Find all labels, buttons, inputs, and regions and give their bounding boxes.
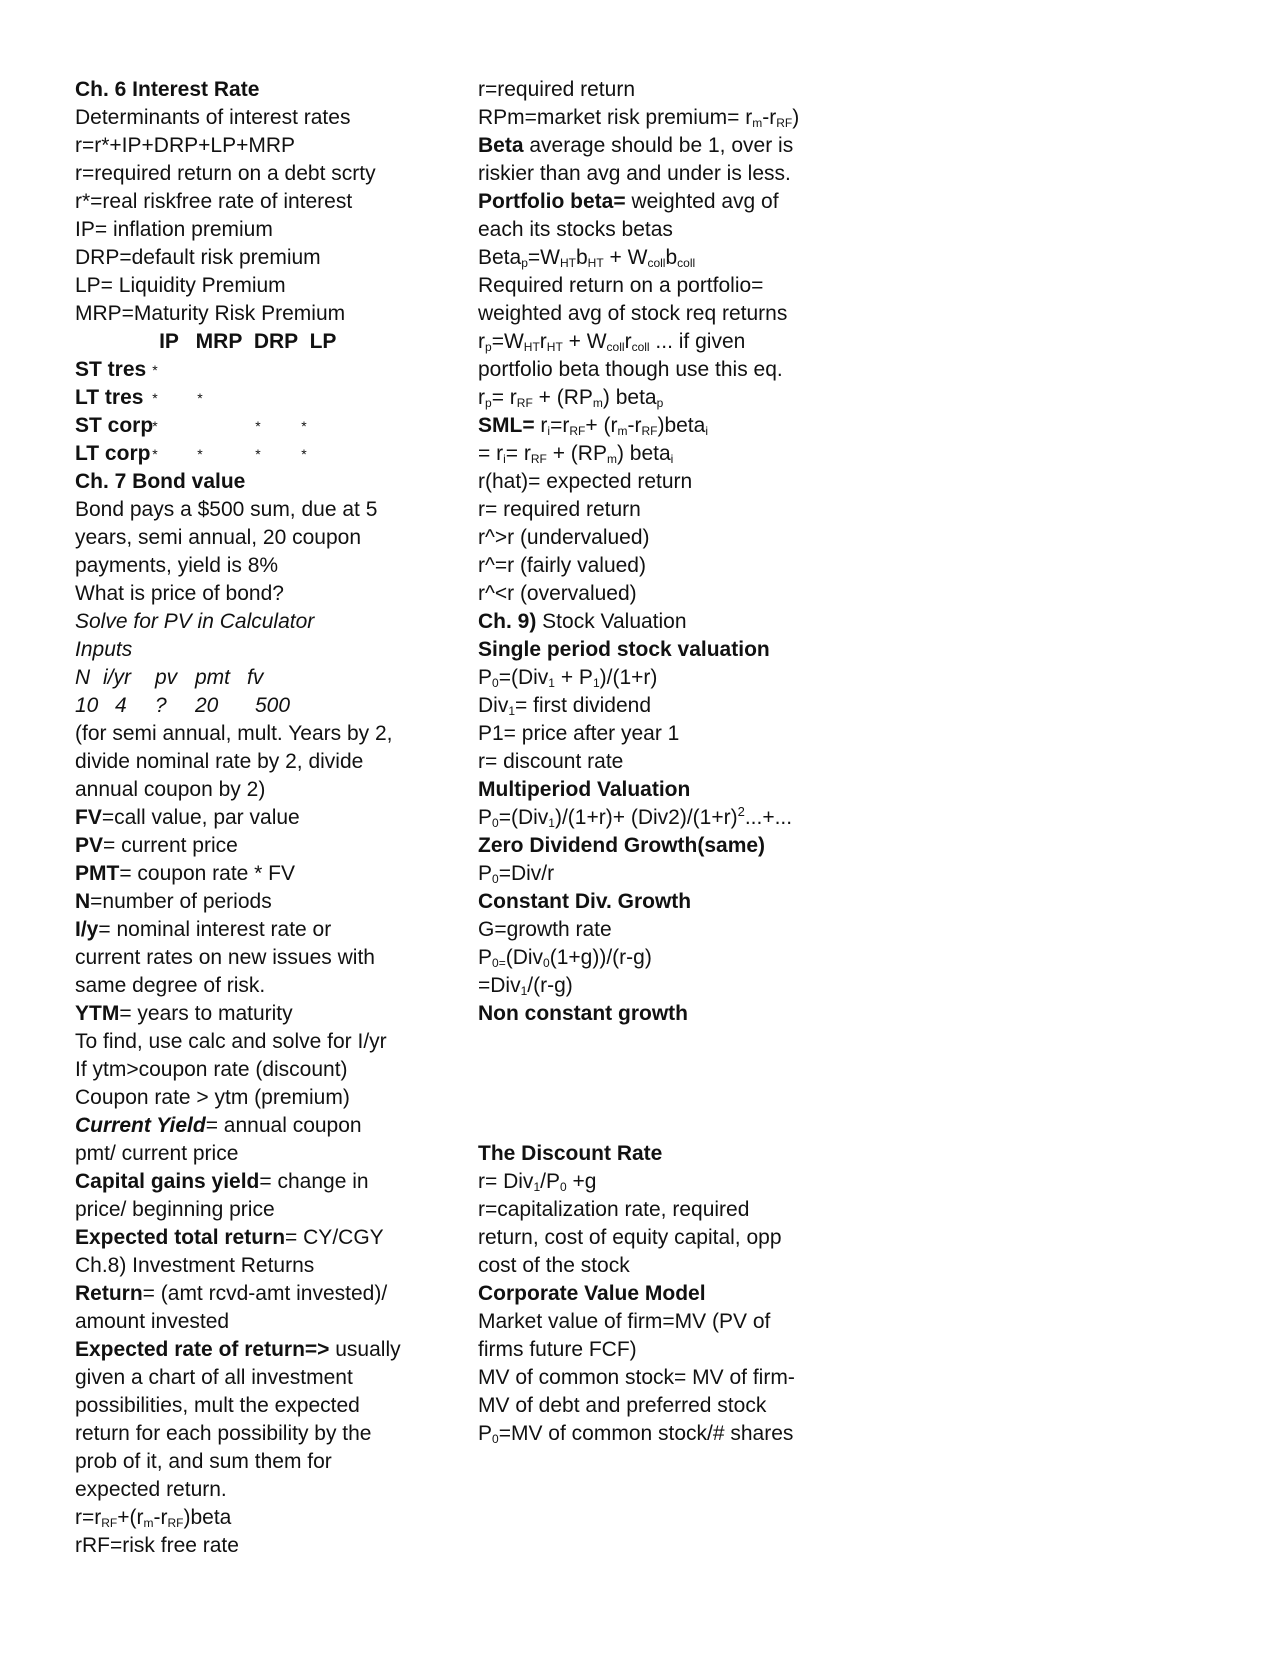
- table-cell: *: [301, 418, 307, 434]
- calc-header: pmt: [195, 666, 231, 689]
- ch7-problem-line: payments, yield is 8%: [75, 554, 279, 577]
- expected-rate-more: given a chart of all investment: [75, 1366, 353, 1389]
- table-header-cell: MRP: [195, 330, 243, 353]
- discount-rate-more: cost of the stock: [478, 1254, 630, 1277]
- table-header-cell: IP: [159, 330, 179, 353]
- current-yield-more: pmt/ current price: [75, 1142, 239, 1165]
- beta-p-formula: $Beta_p=W_{HT}b_{HT} + W_{coll}b_{coll}$: [478, 246, 696, 270]
- discount-rate-more: return, cost of equity capital, opp: [478, 1226, 782, 1249]
- constant-growth-title: Constant Div. Growth: [478, 890, 692, 913]
- return-more: amount invested: [75, 1310, 230, 1333]
- discount-rate-title: The Discount Rate: [478, 1142, 663, 1165]
- calc-value: 10: [75, 694, 99, 717]
- table-cell: *: [152, 446, 158, 462]
- ch6-line: LP= Liquidity Premium: [75, 274, 286, 297]
- calc-header: i/yr: [103, 666, 131, 689]
- discount-rate-more: r=capitalization rate, required: [478, 1198, 750, 1221]
- semi-note-line: (for semi annual, mult. Years by 2,: [75, 722, 393, 745]
- multiperiod-title: Multiperiod Valuation: [478, 778, 691, 801]
- single-period-title: Single period stock valuation: [478, 638, 770, 661]
- table-row: [75, 440, 465, 468]
- ch9-title: Ch. 9) Stock Valuation: [478, 610, 687, 633]
- expected-total-return: Expected total return= CY/CGY: [75, 1226, 384, 1249]
- ytm-definition: YTM= years to maturity: [75, 1002, 293, 1025]
- pv-definition: PV= current price: [75, 834, 238, 857]
- table-cell: *: [301, 446, 307, 462]
- table-row-label: LT tres: [75, 386, 144, 409]
- capital-gains-more: price/ beginning price: [75, 1198, 275, 1221]
- valuation-line: r= required return: [478, 498, 641, 521]
- ch6-line: IP= inflation premium: [75, 218, 273, 241]
- rrf-definition: rRF=risk free rate: [75, 1534, 239, 1557]
- calc-header: pv: [155, 666, 178, 689]
- expected-rate-more: prob of it, and sum them for: [75, 1450, 332, 1473]
- iy-definition: I/y= nominal interest rate or: [75, 918, 332, 941]
- calc-header: N: [75, 666, 91, 689]
- beta-more: riskier than avg and under is less.: [478, 162, 791, 185]
- calc-values: [75, 692, 465, 720]
- rp-formula: $r_p=W_{HT}r_{HT} + W_{coll}r_{coll}$ ... if given: [478, 330, 746, 354]
- expected-rate-more: expected return.: [75, 1478, 227, 1501]
- table-cell: *: [255, 418, 261, 434]
- beta-definition: Beta average should be 1, over is: [478, 134, 794, 157]
- constant-growth-alt: =Div$_1$/(r-g): [478, 974, 573, 998]
- table-row-label: LT corp: [75, 442, 151, 465]
- portfolio-beta-definition: Portfolio beta= weighted avg of: [478, 190, 779, 213]
- single-period-formula: $P_0=(Div_1 + P_1)/(1+r)$: [478, 666, 658, 690]
- constant-growth-formula: $P_{0=}(Div_0(1+g))/(r-g)$: [478, 946, 652, 970]
- div1-definition: Div$_1$= first dividend: [478, 694, 652, 718]
- calc-value: ?: [155, 694, 167, 717]
- rp-more: portfolio beta though use this eq.: [478, 358, 783, 381]
- iy-more: current rates on new issues with: [75, 946, 375, 969]
- multiperiod-formula: $P_0=(Div_1)/(1+r)+ (Div2)/(1+r)^2...+$...: [478, 804, 793, 830]
- semi-note-line: annual coupon by 2): [75, 778, 266, 801]
- table-cell: *: [255, 446, 261, 462]
- portfolio-beta-more: each its stocks betas: [478, 218, 673, 241]
- solve-label: Solve for PV in Calculator: [75, 610, 315, 633]
- ytm-more: Coupon rate > ytm (premium): [75, 1086, 350, 1109]
- nonconstant-growth-title: Non constant growth: [478, 1002, 688, 1025]
- req-portfolio-line: weighted avg of stock req returns: [478, 302, 788, 325]
- premium-table-header: [75, 328, 465, 356]
- inputs-label: Inputs: [75, 638, 133, 661]
- calc-value: 20: [195, 694, 219, 717]
- valuation-line: r(hat)= expected return: [478, 470, 693, 493]
- calc-value: 500: [255, 694, 291, 717]
- corporate-value-line: MV of debt and preferred stock: [478, 1394, 767, 1417]
- ytm-more: If ytm>coupon rate (discount): [75, 1058, 348, 1081]
- valuation-line: r^=r (fairly valued): [478, 554, 646, 577]
- ch6-line: MRP=Maturity Risk Premium: [75, 302, 346, 325]
- r-required: r=required return: [478, 78, 635, 101]
- ch7-problem-line: Bond pays a $500 sum, due at 5: [75, 498, 378, 521]
- n-definition: N=number of periods: [75, 890, 272, 913]
- valuation-line: r^>r (undervalued): [478, 526, 650, 549]
- expected-rate-definition: Expected rate of return=> usually: [75, 1338, 401, 1361]
- ch6-line: r=required return on a debt scrty: [75, 162, 376, 185]
- corporate-value-line: Market value of firm=MV (PV of: [478, 1310, 771, 1333]
- p1-definition: P1= price after year 1: [478, 722, 680, 745]
- ch6-line: r=r*+IP+DRP+LP+MRP: [75, 134, 296, 157]
- left-column: [75, 76, 465, 1560]
- rpm-formula: RPm=market risk premium= $r_m-r_{RF}$): [478, 106, 800, 130]
- table-row-label: ST corp: [75, 414, 154, 437]
- zero-growth-title: Zero Dividend Growth(same): [478, 834, 766, 857]
- ch8-title: Ch.8) Investment Returns: [75, 1254, 315, 1277]
- zero-growth-formula: $P_0=Div/r$: [478, 862, 555, 886]
- table-header-cell: LP: [309, 330, 337, 353]
- growth-rate-definition: G=growth rate: [478, 918, 612, 941]
- expected-rate-more: possibilities, mult the expected: [75, 1394, 360, 1417]
- ch7-title: Ch. 7 Bond value: [75, 470, 246, 493]
- table-cell: *: [152, 390, 158, 406]
- corporate-value-title: Corporate Value Model: [478, 1282, 706, 1305]
- table-row-label: ST tres: [75, 358, 147, 381]
- sml-formula: $SML= r_i=r_{RF}+$ $(r_m-r_{RF})beta_i$: [478, 414, 708, 438]
- capital-gains-definition: Capital gains yield= change in: [75, 1170, 369, 1193]
- expected-rate-more: return for each possibility by the: [75, 1422, 372, 1445]
- current-yield-definition: Current Yield= annual coupon: [75, 1114, 362, 1137]
- ch6-line: DRP=default risk premium: [75, 246, 321, 269]
- table-cell: *: [197, 390, 203, 406]
- corporate-value-line: MV of common stock= MV of firm-: [478, 1366, 795, 1389]
- calc-header: fv: [247, 666, 264, 689]
- table-row: [75, 412, 465, 440]
- corporate-value-line: firms future FCF): [478, 1338, 637, 1361]
- rp-beta-formula: $r_p= r_{RF} + (RP_m)$ beta$_p$: [478, 386, 664, 410]
- valuation-line: r^<r (overvalued): [478, 582, 637, 605]
- sml-alt-formula: = $r_i= r_{RF} + (RP_m)$ beta$_i$: [478, 442, 674, 466]
- req-portfolio-line: Required return on a portfolio=: [478, 274, 764, 297]
- semi-note-line: divide nominal rate by 2, divide: [75, 750, 364, 773]
- table-cell: *: [152, 362, 158, 378]
- table-row: [75, 356, 465, 384]
- discount-rate-formula: $r= Div_1/P_0 +g$: [478, 1170, 597, 1194]
- capm-formula: $r=r_{RF}+(r_m-r_{RF})beta$: [75, 1506, 232, 1530]
- calc-value: 4: [115, 694, 127, 717]
- table-cell: *: [197, 446, 203, 462]
- fv-definition: FV=call value, par value: [75, 806, 300, 829]
- calc-headers: [75, 664, 465, 692]
- ch7-problem-line: What is price of bond?: [75, 582, 284, 605]
- iy-more: same degree of risk.: [75, 974, 266, 997]
- corporate-value-formula: $P_0=MV$ of common stock/# shares: [478, 1422, 794, 1446]
- right-column: [478, 76, 898, 1448]
- table-header-cell: DRP: [253, 330, 299, 353]
- pmt-definition: PMT= coupon rate * FV: [75, 862, 296, 885]
- return-definition: Return= (amt rcvd-amt invested)/: [75, 1282, 388, 1305]
- table-row: [75, 384, 465, 412]
- ch6-line: Determinants of interest rates: [75, 106, 351, 129]
- ytm-more: To find, use calc and solve for I/yr: [75, 1030, 387, 1053]
- ch7-problem-line: years, semi annual, 20 coupon: [75, 526, 362, 549]
- ch6-title: Ch. 6 Interest Rate: [75, 78, 260, 101]
- ch6-line: r*=real riskfree rate of interest: [75, 190, 353, 213]
- discount-rate-definition: r= discount rate: [478, 750, 624, 773]
- table-cell: *: [152, 418, 158, 434]
